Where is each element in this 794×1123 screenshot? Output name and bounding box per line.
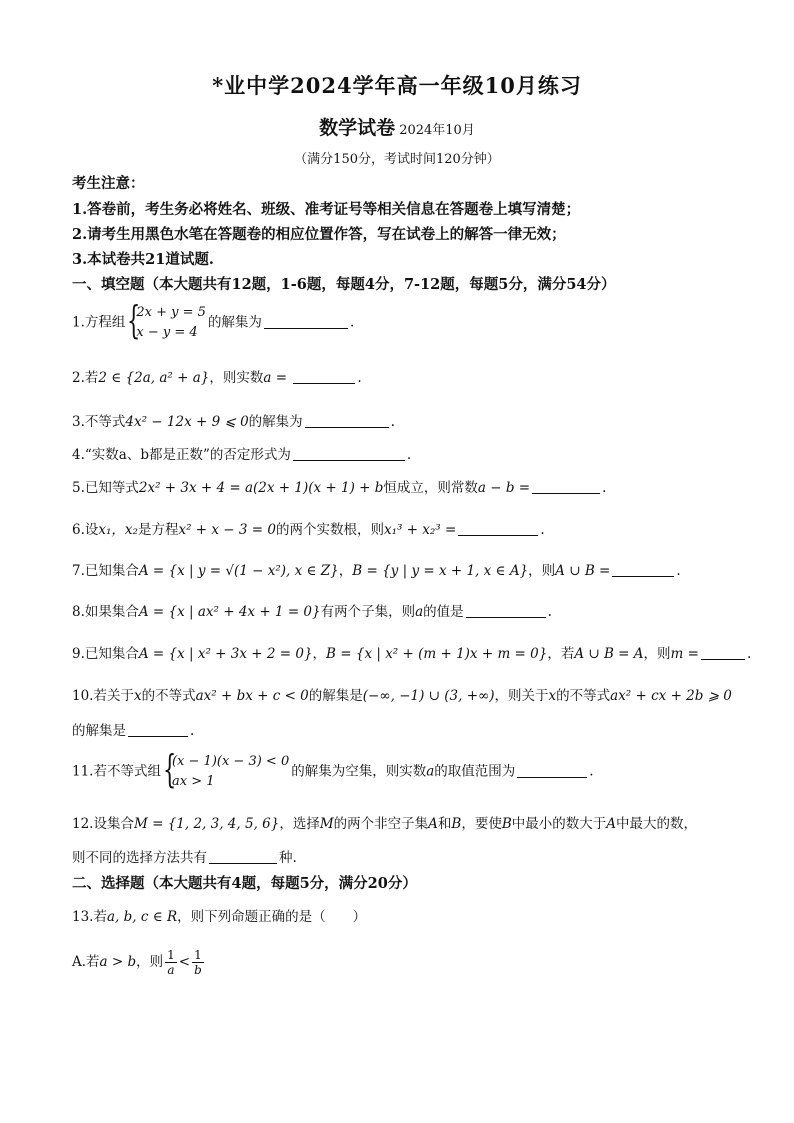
answer-blank bbox=[264, 314, 348, 329]
exam-date: 2024年10月 bbox=[399, 123, 475, 138]
answer-blank bbox=[293, 369, 355, 384]
answer-blank bbox=[532, 479, 600, 494]
question-6: 6.设x₁，x₂是方程x² + x − 3 = 0的两个实数根，则x₁³ + x₂³ = . bbox=[72, 522, 545, 538]
answer-blank bbox=[612, 562, 674, 577]
exam-subtitle bbox=[0, 113, 794, 140]
question-13-option-a: A.若a > b，则 $\frac{1}{a}$ < $\frac{1}{b}$ bbox=[72, 948, 202, 977]
exam-title: *业中学2024学年高一年级10月练习 bbox=[212, 73, 582, 98]
question-10: 10.若关于x的不等式ax² + bx + c < 0的解集是(−∞, −1) ∪ (3, +∞)，则关于x的不等式ax² + cx + 2b ⩾ 0 bbox=[72, 688, 732, 704]
question-13: 13.若a, b, c ∈ R，则下列命题正确的是（ ） bbox=[72, 909, 367, 925]
equation-system: { 2x + y = 5 x − y = 4 bbox=[127, 298, 206, 342]
question-9: 9.已知集合A = {x | x² + 3x + 2 = 0}，B = {x | x² + (m + 1)x + m = 0}，若A ∪ B = A，则m = . bbox=[72, 646, 752, 662]
question-12-line2: 则不同的选择方法共有 种. bbox=[72, 850, 297, 866]
notice-heading: 考生注意： bbox=[72, 175, 145, 192]
section2-heading: 二、选择题（本大题共有4题，每题5分，满分20分） bbox=[72, 875, 417, 892]
notice-item-1: 1.答卷前，考生务必将姓名、班级、准考证号等相关信息在答题卷上填写清楚； bbox=[72, 201, 581, 218]
question-5: 5.已知等式2x² + 3x + 4 = a(2x + 1)(x + 1) + b恒成立，则常数a − b = . bbox=[72, 480, 607, 496]
answer-blank bbox=[517, 763, 587, 778]
answer-blank bbox=[458, 521, 538, 536]
fraction: $\frac{1}{a}$ bbox=[167, 948, 175, 977]
question-11: 11.若不等式组 { (x − 1)(x − 3) < 0 ax > 1 的解集为空集，则实数a的取值范围为 . bbox=[72, 747, 594, 791]
notice-item-3: 3.本试卷共21道试题. bbox=[72, 251, 214, 268]
answer-blank bbox=[293, 446, 405, 461]
answer-blank bbox=[701, 645, 745, 660]
answer-blank bbox=[209, 849, 277, 864]
question-4: 4.“实数a、b都是正数”的否定形式为 . bbox=[72, 447, 412, 463]
answer-blank bbox=[305, 413, 389, 428]
question-10-line2: 的解集是 . bbox=[72, 723, 195, 739]
answer-blank bbox=[128, 722, 188, 737]
subject-title: 数学试卷 bbox=[319, 117, 396, 139]
inequality-system: { (x − 1)(x − 3) < 0 ax > 1 bbox=[162, 747, 290, 791]
question-2: 2.若2 ∈ {2a, a² + a}，则实数a = . bbox=[72, 370, 362, 386]
answer-blank bbox=[466, 603, 546, 618]
question-7: 7.已知集合A = {x | y = √(1 − x²), x ∈ Z}，B = {y | y = x + 1, x ∈ A}，则A ∪ B = . bbox=[72, 563, 681, 579]
question-12: 12.设集合M = {1, 2, 3, 4, 5, 6}，选择M的两个非空子集A和B，要使B中最小的数大于A中最大的数， bbox=[72, 816, 697, 832]
question-8: 8.如果集合A = {x | ax² + 4x + 1 = 0}有两个子集，则a的值是 . bbox=[72, 604, 552, 620]
notice-item-2: 2.请考生用黑色水笔在答题卷的相应位置作答，写在试卷上的解答一律无效； bbox=[72, 226, 566, 243]
question-3: 3.不等式4x² − 12x + 9 ⩽ 0的解集为 . bbox=[72, 414, 395, 430]
section1-heading: 一、填空题（本大题共有12题，1-6题，每题4分，7-12题，每题5分，满分54分） bbox=[72, 276, 616, 293]
exam-info: （满分150分，考试时间120分钟） bbox=[294, 152, 500, 167]
fraction: $\frac{1}{b}$ bbox=[194, 948, 202, 977]
question-1: 1.方程组 { 2x + y = 5 x − y = 4 的解集为 . bbox=[72, 298, 355, 342]
